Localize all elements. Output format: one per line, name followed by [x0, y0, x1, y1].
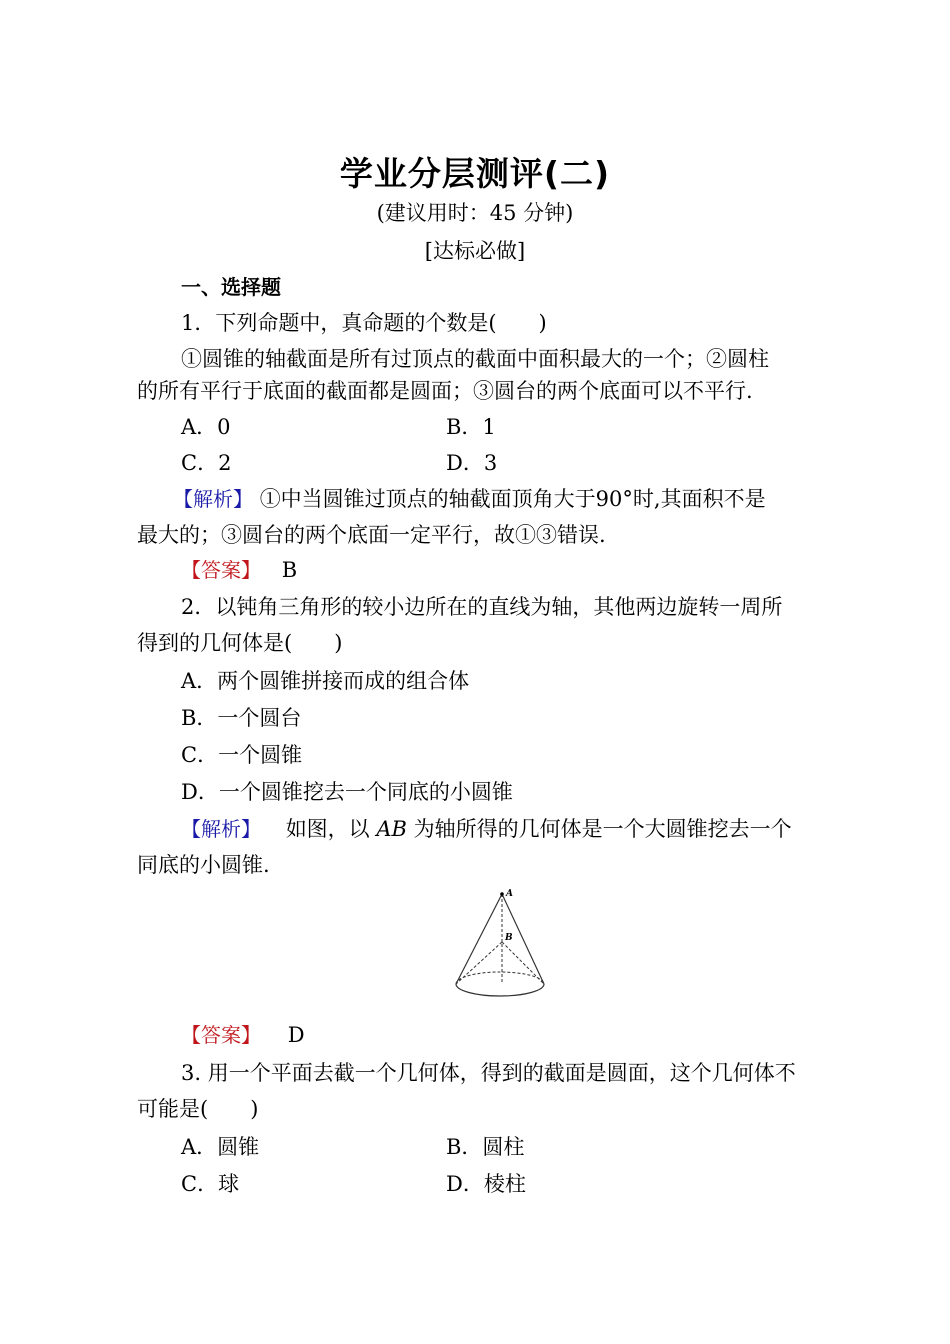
cone-figure: [448, 884, 552, 1010]
q2-answer: [181, 1020, 861, 1050]
q1-answer-value: B: [281, 558, 298, 582]
page-title: 学业分层测评(二): [339, 154, 611, 193]
q2-option-c: C．一个圆锥: [181, 743, 303, 767]
q1-analysis: [173, 484, 853, 514]
q3-option-a: A．圆锥: [181, 1135, 260, 1159]
q1-option-c: C．2: [181, 451, 232, 475]
q1-option-b: B．1: [446, 415, 496, 439]
q1-body-line: ①圆锥的轴截面是所有过顶点的截面中面积最大的一个；②圆柱: [181, 347, 769, 371]
label-a: A: [506, 889, 513, 899]
q1-option-a: A．0: [181, 415, 231, 439]
q2-stem-line: 得到的几何体是( ): [137, 631, 343, 655]
q1-analysis-text: ①中当圆锥过顶点的轴截面顶角大于90°时,其面积不是: [259, 487, 766, 511]
q3-option-b: B．圆柱: [446, 1135, 525, 1159]
cone-left-edge: [456, 894, 502, 984]
q3-option-d: D．棱柱: [446, 1172, 526, 1196]
analysis-label: 【解析】: [181, 817, 261, 841]
label-b: B: [505, 933, 513, 943]
time-limit: (建议用时：45 分钟): [376, 201, 574, 225]
q2-analysis-var: AB: [376, 817, 407, 841]
q2-stem-line: 2．以钝角三角形的较小边所在的直线为轴，其他两边旋转一周所: [181, 595, 783, 619]
base-back-arc: [456, 972, 544, 984]
q2-option-b: B．一个圆台: [181, 706, 302, 730]
level-label: [达标必做]: [424, 239, 526, 263]
inner-cone-right: [502, 942, 544, 984]
section-heading: 一、选择题: [181, 275, 281, 299]
q3-stem-line: 可能是( ): [137, 1097, 259, 1121]
q2-answer-value: D: [287, 1023, 305, 1047]
q1-body-line: 的所有平行于底面的截面都是圆面；③圆台的两个底面可以不平行.: [137, 379, 753, 403]
q1-stem: 1．下列命题中，真命题的个数是( ): [181, 311, 547, 335]
inner-cone-left: [456, 942, 502, 984]
apex-point: [500, 892, 504, 896]
q3-option-c: C．球: [181, 1172, 240, 1196]
q3-stem-line: 3. 用一个平面去截一个几何体，得到的截面是圆面，这个几何体不: [181, 1061, 796, 1085]
q2-analysis-prefix: 如图，以: [285, 817, 370, 841]
q1-analysis-line: 最大的；③圆台的两个底面一定平行，故①③错误.: [137, 523, 606, 547]
q2-analysis: [181, 814, 861, 844]
q1-answer: [181, 555, 861, 585]
answer-label: 【答案】: [181, 558, 261, 582]
q2-option-a: A．两个圆锥拼接而成的组合体: [181, 669, 470, 693]
q2-option-d: D．一个圆锥挖去一个同底的小圆锥: [181, 780, 513, 804]
q1-option-d: D．3: [446, 451, 498, 475]
base-front-arc: [456, 984, 544, 996]
q2-analysis-line: 同底的小圆锥.: [137, 853, 270, 877]
q2-analysis-suffix: 为轴所得的几何体是一个大圆锥挖去一个: [413, 817, 792, 841]
answer-label: 【答案】: [181, 1023, 261, 1047]
analysis-label: 【解析】: [173, 487, 253, 511]
